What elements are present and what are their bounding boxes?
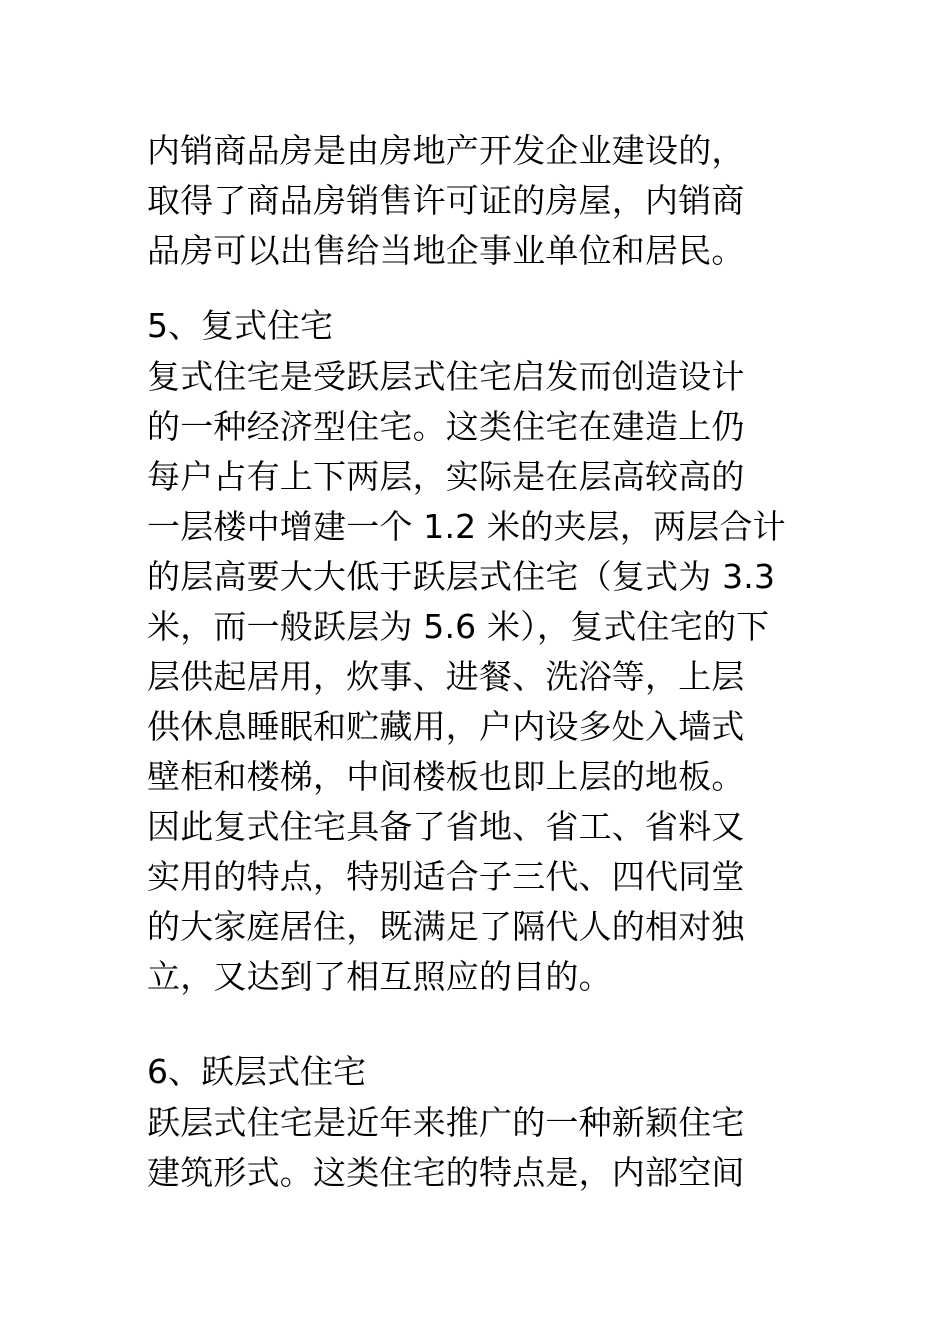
paragraph-line: 供休息睡眠和贮藏用，户内设多处入墙式 bbox=[147, 707, 745, 746]
paragraph-line: 复式住宅是受跃层式住宅启发而创造设计 bbox=[147, 357, 745, 396]
paragraph-line: 的层高要大大低于跃层式住宅（复式为 3.3 bbox=[147, 557, 776, 596]
paragraph-line: 的大家庭居住，既满足了隔代人的相对独 bbox=[147, 907, 745, 946]
paragraph-line: 的一种经济型住宅。这类住宅在建造上仍 bbox=[147, 407, 745, 446]
paragraph-line: 层供起居用，炊事、进餐、洗浴等，上层 bbox=[147, 657, 745, 696]
paragraph-line: 跃层式住宅是近年来推广的一种新颖住宅 bbox=[147, 1103, 745, 1142]
paragraph-line: 内销商品房是由房地产开发企业建设的， bbox=[147, 131, 745, 170]
paragraph-line: 一层楼中增建一个 1.2 米的夹层，两层合计 bbox=[147, 507, 786, 546]
paragraph-line: 立，又达到了相互照应的目的。 bbox=[147, 957, 612, 996]
section-heading: 5、复式住宅 bbox=[147, 306, 333, 345]
section-heading: 6、跃层式住宅 bbox=[147, 1052, 366, 1091]
paragraph-line: 壁柜和楼梯，中间楼板也即上层的地板。 bbox=[147, 757, 745, 796]
section-duplex-housing bbox=[147, 300, 827, 1002]
paragraph-line: 每户占有上下两层，实际是在层高较高的 bbox=[147, 457, 745, 496]
paragraph-line: 品房可以出售给当地企事业单位和居民。 bbox=[147, 231, 745, 270]
paragraph-line: 因此复式住宅具备了省地、省工、省料又 bbox=[147, 807, 745, 846]
paragraph-line: 实用的特点，特别适合子三代、四代同堂 bbox=[147, 857, 745, 896]
section-split-level-housing bbox=[147, 1046, 827, 1198]
paragraph-line: 米，而一般跃层为 5.6 米），复式住宅的下 bbox=[147, 607, 770, 646]
intro-paragraph bbox=[147, 126, 827, 276]
paragraph-line: 建筑形式。这类住宅的特点是，内部空间 bbox=[147, 1153, 745, 1192]
paragraph-line: 取得了商品房销售许可证的房屋，内销商 bbox=[147, 181, 745, 220]
